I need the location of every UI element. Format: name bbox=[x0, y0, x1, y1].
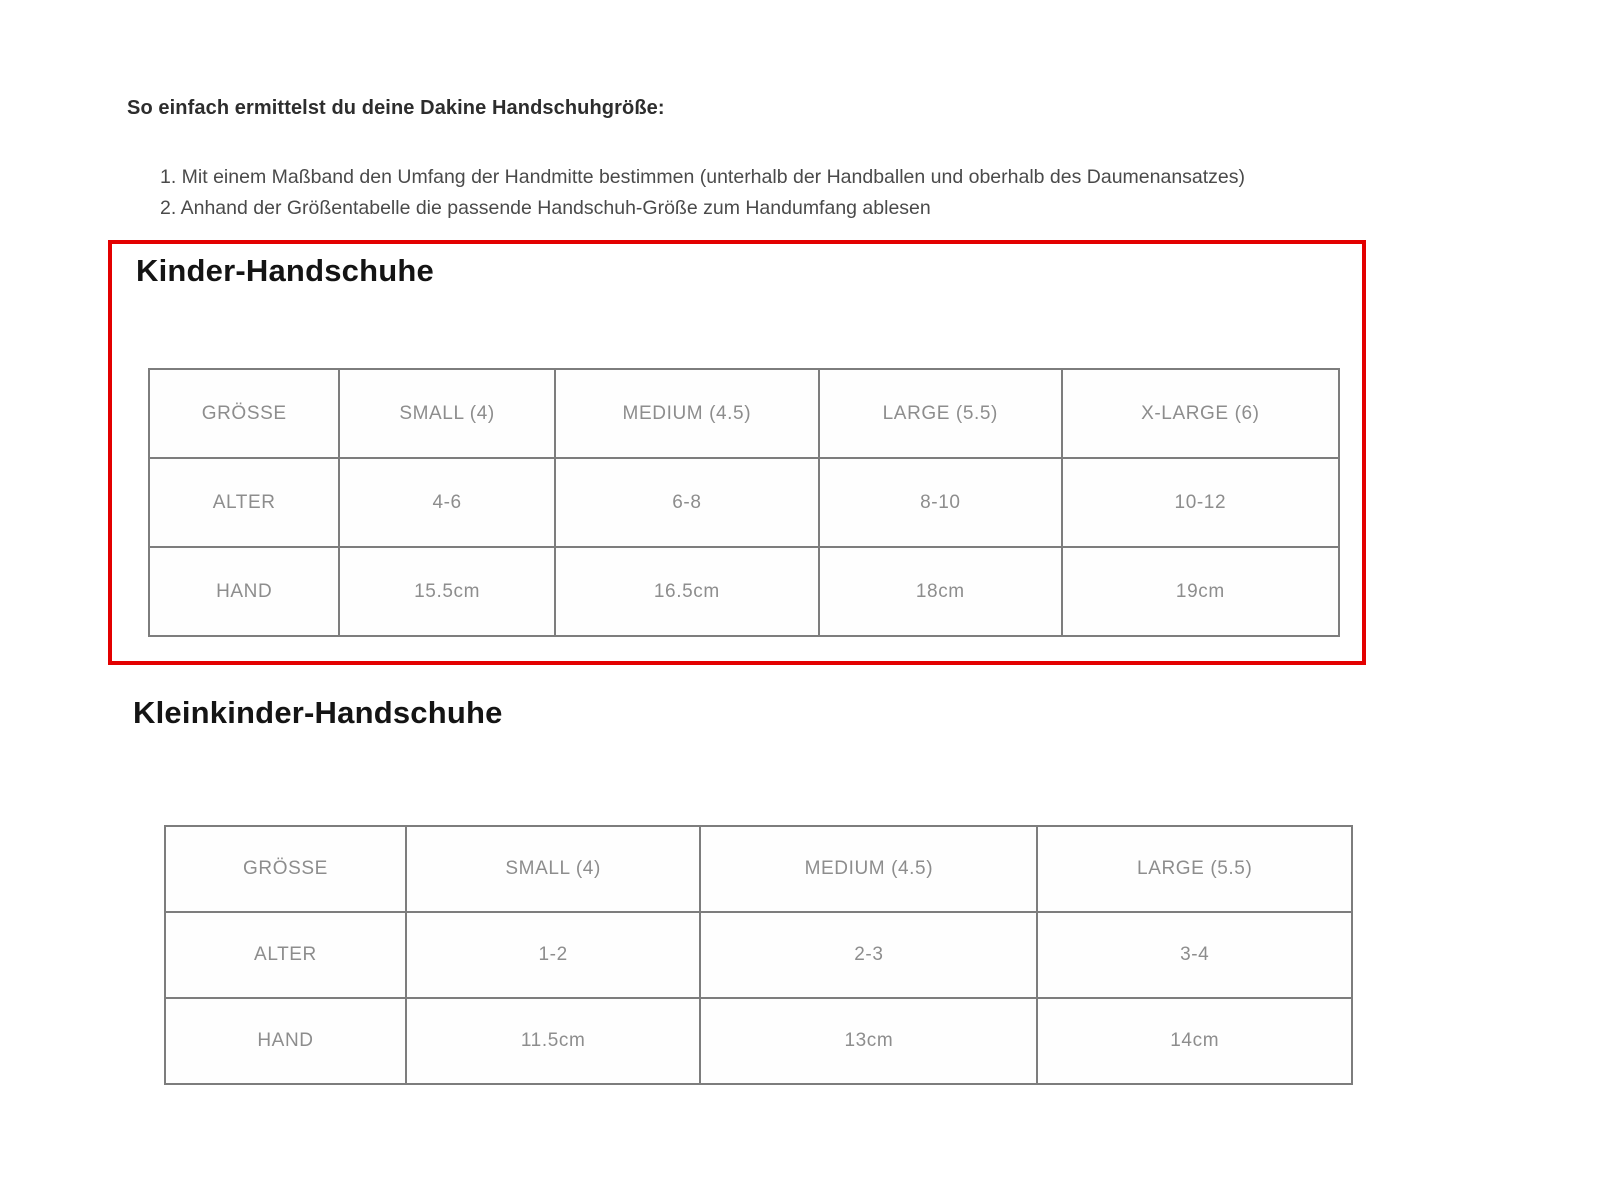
table-cell: HAND bbox=[165, 998, 406, 1084]
table-header-cell: X-LARGE (6) bbox=[1062, 369, 1339, 458]
size-table bbox=[148, 368, 1340, 637]
table-cell: ALTER bbox=[165, 912, 406, 998]
table-cell: 8-10 bbox=[819, 458, 1062, 547]
table-row bbox=[149, 458, 1339, 547]
table-header-cell: MEDIUM (4.5) bbox=[700, 826, 1037, 912]
table-row bbox=[149, 547, 1339, 636]
instruction-item-2: 2. Anhand der Größentabelle die passende Handschuh-Größe zum Handumfang ablesen bbox=[160, 197, 931, 219]
table-cell: 1-2 bbox=[406, 912, 700, 998]
table-cell: 6-8 bbox=[555, 458, 819, 547]
intro-heading: So einfach ermittelst du deine Dakine Handschuhgröße: bbox=[127, 97, 665, 119]
table-cell: HAND bbox=[149, 547, 339, 636]
table-header-cell: GRÖSSE bbox=[165, 826, 406, 912]
instructions-list bbox=[160, 162, 1245, 224]
table-header-cell: MEDIUM (4.5) bbox=[555, 369, 819, 458]
table-cell: ALTER bbox=[149, 458, 339, 547]
table-header-cell: GRÖSSE bbox=[149, 369, 339, 458]
table-cell: 4-6 bbox=[339, 458, 554, 547]
table-header-row bbox=[165, 826, 1352, 912]
section-title-kinder-handschuhe: Kinder-Handschuhe bbox=[136, 253, 434, 288]
table-cell: 10-12 bbox=[1062, 458, 1339, 547]
table-header-cell: SMALL (4) bbox=[406, 826, 700, 912]
table-cell: 2-3 bbox=[700, 912, 1037, 998]
table-cell: 14cm bbox=[1037, 998, 1352, 1084]
section-title-kleinkinder-handschuhe: Kleinkinder-Handschuhe bbox=[133, 695, 503, 730]
table-cell: 13cm bbox=[700, 998, 1037, 1084]
table-row bbox=[165, 998, 1352, 1084]
kleinkinder-size-table-container bbox=[164, 825, 1353, 1085]
table-header-cell: LARGE (5.5) bbox=[1037, 826, 1352, 912]
size-table bbox=[164, 825, 1353, 1085]
table-cell: 18cm bbox=[819, 547, 1062, 636]
table-header-row bbox=[149, 369, 1339, 458]
kinder-size-table-container bbox=[148, 368, 1340, 637]
highlight-annotation-box bbox=[108, 240, 1366, 665]
table-cell: 15.5cm bbox=[339, 547, 554, 636]
table-cell: 11.5cm bbox=[406, 998, 700, 1084]
table-header-cell: LARGE (5.5) bbox=[819, 369, 1062, 458]
instruction-item-1: 1. Mit einem Maßband den Umfang der Handmitte bestimmen (unterhalb der Handballen und oberhalb des Daumenansatzes) bbox=[160, 166, 1246, 188]
table-cell: 16.5cm bbox=[555, 547, 819, 636]
table-cell: 3-4 bbox=[1037, 912, 1352, 998]
table-cell: 19cm bbox=[1062, 547, 1339, 636]
table-row bbox=[165, 912, 1352, 998]
table-header-cell: SMALL (4) bbox=[339, 369, 554, 458]
